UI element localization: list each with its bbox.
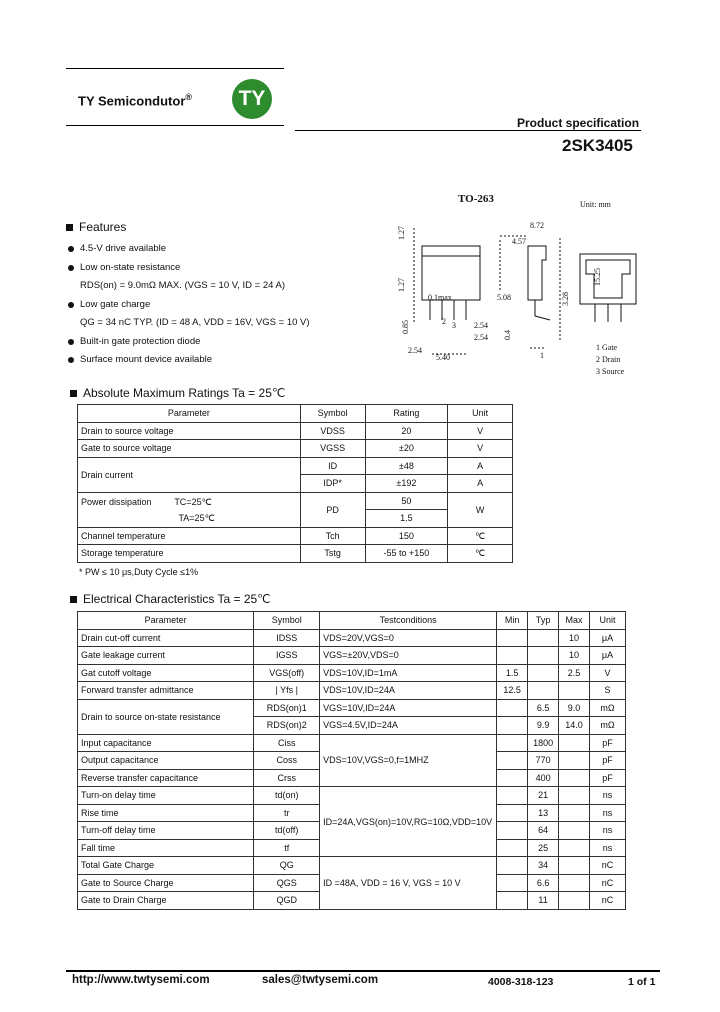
table-row: Gate to source voltage VGSS ±20 V [78,440,513,458]
table-row: Drain to source on-state resistance RDS(on)1 VGS=10V,ID=24A 6.5 9.0 mΩ [78,699,626,717]
footer-email[interactable]: sales@twtysemi.com [262,974,379,986]
features-heading [66,220,126,234]
table-header-row: Parameter Symbol Rating Unit [78,405,513,423]
table-row: Output capacitance Coss 770 pF [78,752,626,770]
header-top-rule [66,68,284,69]
table-row: Forward transfer admittance | Yfs | VDS=10V,ID=24A 12.5 S [78,682,626,700]
footer-page: 1 of 1 [628,976,656,988]
table-row: RDS(on)2 VGS=4.5V,ID=24A 9.9 14.0 mΩ [78,717,626,735]
top-view [580,254,636,304]
dim-label: 1.27 [397,278,406,292]
company-logo: TY [232,79,272,119]
table-row: Power dissipation TC=25℃ TA=25℃ PD 50 W [78,492,513,510]
list-item: Low on-state resistance [68,259,310,278]
pin-number: 3 [452,321,456,330]
table-row: IDP* ±192 A [78,475,513,493]
dim-label: 8.72 [530,221,544,230]
elec-title: Electrical Characteristics Ta = 25℃ [83,592,271,606]
table-row: Gate leakage current IGSS VGS=±20V,VDS=0 10 μA [78,647,626,665]
table-row: Drain current ID ±48 A [78,457,513,475]
dim-label: 1.27 [397,226,406,240]
abs-max-title: Absolute Maximum Ratings Ta = 25℃ [83,386,286,400]
table-row: Channel temperature Tch 150 ℃ [78,527,513,545]
bullet-icon [68,339,74,345]
footer-rule [66,970,660,972]
elec-table [77,611,626,910]
pin-number: 2 [442,317,446,326]
features-list [68,240,310,370]
table-header-row: Parameter Symbol Testconditions Min Typ Max Unit [78,612,626,630]
list-item: Surface mount device available [68,351,310,370]
spec-title: Product specification [517,116,640,130]
dim-label: 2.54 [408,346,422,355]
footer-phone: 4008-318-123 [488,976,554,988]
table-row: Gate to Source Charge QGS 6.6 nC [78,874,626,892]
pin-label-source: 3 Source [596,367,625,376]
package-name: TO-263 [458,193,494,205]
header-right-rule [295,130,641,131]
square-bullet-icon [66,224,73,231]
abs-max-heading [70,386,285,400]
square-bullet-icon [70,390,77,397]
dim-label: 0.85 [401,320,410,334]
pin-legend [596,342,624,378]
table-row: Drain to source voltage VDSS 20 V [78,422,513,440]
pin-label-drain: 2 Drain [596,355,621,364]
header-left-rule [66,125,284,126]
tab-outline [422,246,480,256]
lead-lines [430,300,466,320]
side-view [528,246,546,300]
list-item: Low gate charge [68,296,310,315]
side-lead [535,300,550,320]
dim-label: 4.57 [512,237,526,246]
dim-label: 15.25 [593,268,602,286]
bullet-icon [68,357,74,363]
package-unit: Unit: mm [580,200,611,209]
table-row: Reverse transfer capacitance Crss 400 pF [78,769,626,787]
table-row: Input capacitance Ciss VDS=10V,VGS=0,f=1MHZ 1800 pF [78,734,626,752]
table-row: Fall time tf 25 ns [78,839,626,857]
table-row: 1.5 [78,510,513,528]
table-row: Rise time tr 13 ns [78,804,626,822]
dim-label: 3.28 [561,292,570,306]
top-view-leads [595,304,621,322]
table-row: Drain cut-off current IDSS VDS=20V,VGS=0 10 μA [78,629,626,647]
bullet-icon [68,302,74,308]
abs-max-note: * PW ≤ 10 μs,Duty Cycle ≤1% [79,567,199,577]
dim-label: 0.1max [428,293,452,302]
list-item: 4.5-V drive available [68,240,310,259]
dim-label: 5.08 [497,293,511,302]
table-row: Storage temperature Tstg -55 to +150 ℃ [78,545,513,563]
table-row: Total Gate Charge QG ID =48A, VDD = 16 V, VGS = 10 V 34 nC [78,857,626,875]
dim-label: 2.54 [474,333,488,342]
pin-label-gate: 1 Gate [596,343,618,352]
table-row: Gat cutoff voltage VGS(off) VDS=10V,ID=1mA 1.5 2.5 V [78,664,626,682]
dim-label: 1 [540,351,544,360]
company-text: TY Semicondutor [78,93,186,109]
dim-label: 5.40 [436,353,450,362]
registered-mark: ® [185,92,193,102]
bullet-icon [68,246,74,252]
table-row: Gate to Drain Charge QGD 11 nC [78,892,626,910]
company-name [78,92,192,108]
part-number: 2SK3405 [562,136,633,155]
list-item: QG = 34 nC TYP. (ID = 48 A, VDD = 16V, VGS = 10 V) [80,317,310,328]
square-bullet-icon [70,596,77,603]
abs-max-table [77,404,513,563]
dim-label: 0.4 [503,330,512,340]
footer-website[interactable]: http://www.twtysemi.com [72,974,210,986]
table-row: Turn-off delay time td(off) 64 ns [78,822,626,840]
list-item: Built-in gate protection diode [68,333,310,352]
elec-heading [70,592,271,606]
bullet-icon [68,265,74,271]
list-item: RDS(on) = 9.0mΩ MAX. (VGS = 10 V, ID = 24 A) [80,280,286,291]
dim-label: 2.54 [474,321,488,330]
features-title: Features [79,220,127,234]
table-row: Turn-on delay time td(on) ID=24A,VGS(on)=10V,RG=10Ω,VDD=10V 21 ns [78,787,626,805]
